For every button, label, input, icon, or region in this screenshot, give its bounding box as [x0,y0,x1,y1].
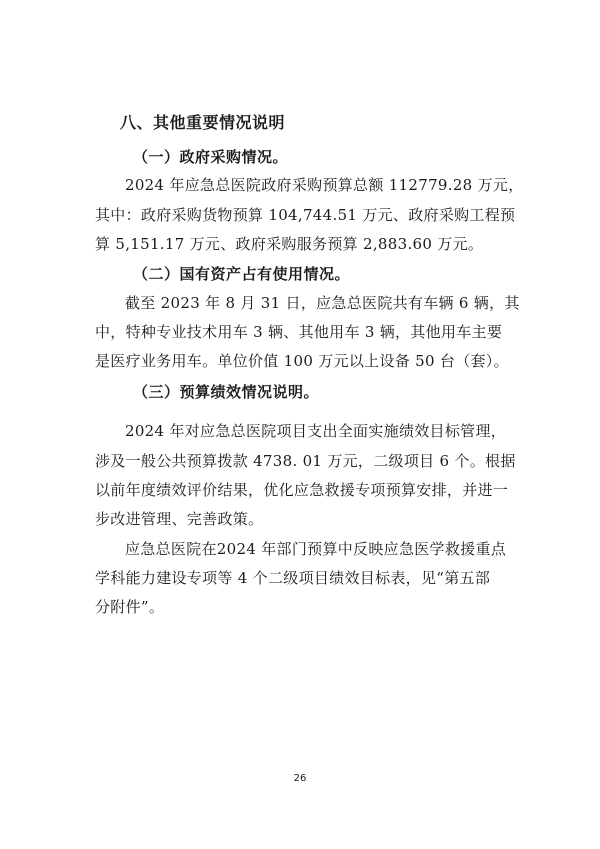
paragraph-line: 以前年度绩效评价结果，优化应急救援专项预算安排，并进一 [95,481,509,499]
subsection-heading-assets: （二）国有资产占有使用情况。 [133,265,351,283]
section-title: 八、其他重要情况说明 [120,113,286,132]
page-number: 26 [293,773,307,784]
paragraph-line: 其中：政府采购货物预算 104,744.51 万元、政府采购工程预 [95,206,516,224]
paragraph-line: 截至 2023 年 8 月 31 日，应急总医院共有车辆 6 辆，其 [125,294,520,312]
paragraph-line: 步改进管理、完善政策。 [95,510,264,528]
paragraph-line: 应急总医院在2024 年部门预算中反映应急医学救援重点 [125,540,507,558]
subsection-heading-procurement: （一）政府采购情况。 [133,148,289,166]
paragraph-line: 2024 年对应急总医院项目支出全面实施绩效目标管理， [125,422,507,440]
paragraph-line: 中，特种专业技术用车 3 辆、其他用车 3 辆，其他用车主要 [95,323,503,341]
paragraph-line: 分附件”。 [95,598,165,616]
paragraph-line: 算 5,151.17 万元、政府采购服务预算 2,883.60 万元。 [95,235,484,253]
paragraph-line: 涉及一般公共预算拨款 4738. 01 万元，二级项目 6 个。根据 [95,452,516,470]
paragraph-line: 是医疗业务用车。单位价值 100 万元以上设备 50 台（套）。 [95,352,509,370]
paragraph-line: 学科能力建设专项等 4 个二级项目绩效目标表，见“第五部 [95,569,491,587]
subsection-heading-performance: （三）预算绩效情况说明。 [133,383,320,401]
paragraph-line: 2024 年应急总医院政府采购预算总额 112779.28 万元， [125,176,524,194]
